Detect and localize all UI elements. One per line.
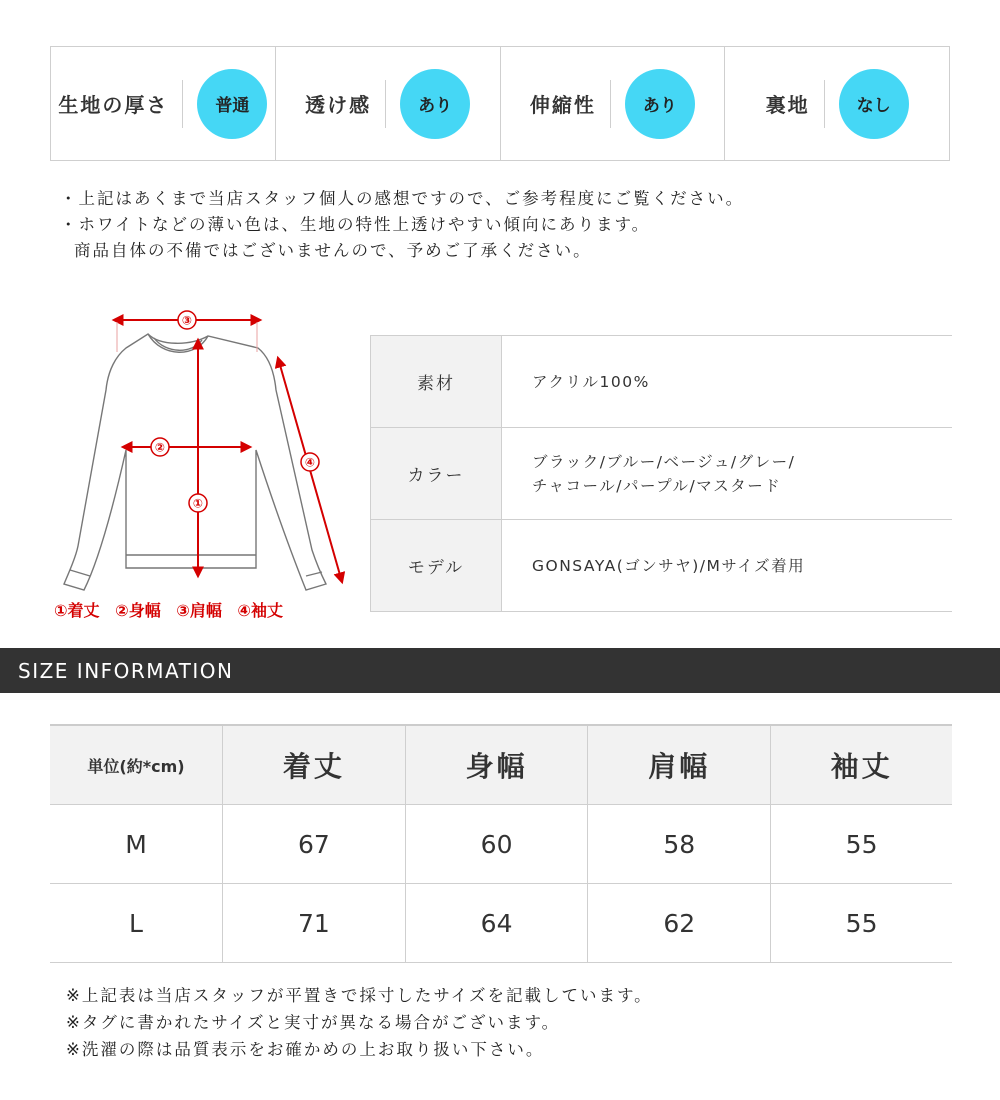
header-unit: 単位(約*cm) [50, 725, 223, 805]
spec-value [502, 428, 953, 520]
spec-row-model [371, 520, 953, 612]
note-line: 商品自体の不備ではございませんので、予めご了承ください。 [74, 241, 592, 260]
footnote-line: ※上記表は当店スタッフが平置きで採寸したサイズを記載しています。 [66, 986, 653, 1005]
attr-label: 透け感 [305, 93, 372, 117]
divider [182, 80, 183, 128]
attr-label: 伸縮性 [529, 93, 596, 117]
size-footnotes [66, 982, 653, 1063]
legend-length: ①着丈 [54, 601, 100, 620]
header-shoulder: 肩幅 [588, 725, 771, 805]
table-cell: 60 [405, 805, 588, 884]
spec-row-material [371, 336, 953, 428]
attr-sheerness [276, 47, 501, 160]
attr-badge: あり [625, 69, 695, 139]
attribute-notes [60, 186, 744, 264]
size-table-header [50, 725, 952, 805]
size-label: L [50, 884, 223, 963]
table-cell: 55 [771, 884, 952, 963]
product-spec-table [370, 335, 952, 612]
table-row [50, 805, 952, 884]
attr-stretch [501, 47, 726, 160]
divider [385, 80, 386, 128]
size-label: M [50, 805, 223, 884]
spec-row-color [371, 428, 953, 520]
spec-key: 素材 [371, 336, 502, 428]
legend-sleeve: ④袖丈 [237, 601, 283, 620]
attr-badge: あり [400, 69, 470, 139]
divider [824, 80, 825, 128]
note-line: ・ホワイトなどの薄い色は、生地の特性上透けやすい傾向にあります。 [60, 215, 651, 234]
spec-key: モデル [371, 520, 502, 612]
spec-value-line: チャコール/パープル/マスタード [532, 476, 782, 495]
header-sleeve: 袖丈 [771, 725, 952, 805]
garment-measurement-diagram [50, 300, 360, 625]
table-row [50, 884, 952, 963]
header-body-width: 身幅 [405, 725, 588, 805]
size-table [50, 724, 952, 963]
note-line: ・上記はあくまで当店スタッフ個人の感想ですので、ご参考程度にご覧ください。 [60, 189, 745, 208]
attr-label: 生地の厚さ [58, 93, 169, 117]
legend-shoulder: ③肩幅 [176, 601, 222, 620]
footnote-line: ※タグに書かれたサイズと実寸が異なる場合がございます。 [66, 1013, 561, 1032]
spec-key: カラー [371, 428, 502, 520]
header-length: 着丈 [223, 725, 406, 805]
attr-lining [725, 47, 949, 160]
attr-thickness [51, 47, 276, 160]
table-cell: 55 [771, 805, 952, 884]
attr-label: 裏地 [765, 93, 810, 117]
attr-badge: なし [839, 69, 909, 139]
spec-value-line: ブラック/ブルー/ベージュ/グレー/ [532, 452, 796, 471]
fabric-attributes [50, 46, 950, 161]
table-cell: 71 [223, 884, 406, 963]
size-information-header: SIZE INFORMATION [0, 648, 1000, 693]
legend-body-width: ②身幅 [115, 601, 161, 620]
table-cell: 58 [588, 805, 771, 884]
table-cell: 67 [223, 805, 406, 884]
table-cell: 62 [588, 884, 771, 963]
divider [610, 80, 611, 128]
attr-badge: 普通 [197, 69, 267, 139]
spec-value-line: GONSAYA(ゴンサヤ)/Mサイズ着用 [532, 556, 806, 575]
mark-shoulder: ③ [181, 313, 193, 328]
spec-value [502, 336, 953, 428]
table-cell: 64 [405, 884, 588, 963]
spec-value-line: アクリル100% [532, 372, 650, 391]
spec-value [502, 520, 953, 612]
mark-sleeve: ④ [304, 455, 316, 470]
mark-body-width: ② [154, 440, 166, 455]
footnote-line: ※洗濯の際は品質表示をお確かめの上お取り扱い下さい。 [66, 1040, 545, 1059]
mark-length: ① [192, 496, 204, 511]
sweater-outline [64, 334, 326, 590]
measurement-legend [54, 598, 293, 621]
